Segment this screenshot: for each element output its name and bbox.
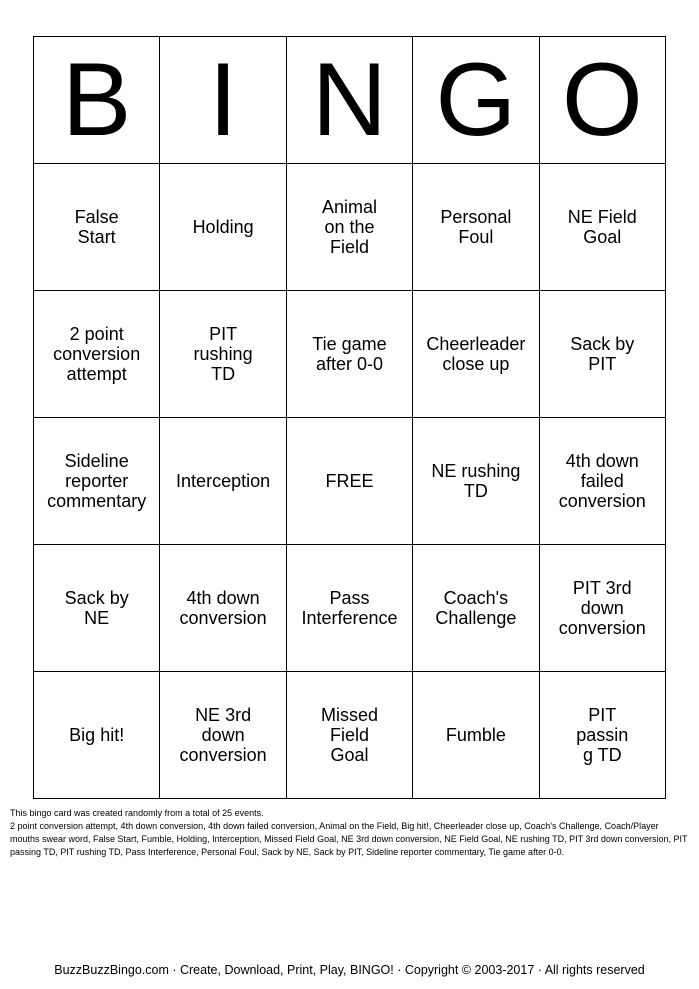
bingo-header-row: [34, 37, 666, 164]
bingo-cell: Personal Foul: [413, 164, 539, 291]
bingo-cell: Sack by PIT: [539, 291, 665, 418]
bingo-cell: NE 3rd down conversion: [160, 672, 286, 799]
bingo-row: [34, 672, 666, 799]
bingo-cell: False Start: [34, 164, 160, 291]
bingo-cell: Fumble: [413, 672, 539, 799]
bingo-cell: NE Field Goal: [539, 164, 665, 291]
header-letter-b: B: [34, 37, 160, 164]
card-info-note: [10, 807, 690, 859]
header-letter-o: O: [539, 37, 665, 164]
bingo-cell: PIT passing TD: [539, 672, 665, 799]
bingo-cell: Sack by NE: [34, 545, 160, 672]
bingo-card: [33, 36, 666, 799]
bingo-cell: NE rushing TD: [413, 418, 539, 545]
bingo-cell: Tie game after 0-0: [286, 291, 412, 418]
bingo-cell: Pass Interference: [286, 545, 412, 672]
event-list-text: 2 point conversion attempt, 4th down conversion, 4th down failed conversion, Animal on the Field, Big hit!, Cheerleader close up, Coach's Challenge, Coach/Player mouths swear word, False Start, Fumble, Holding, Interception, Missed Field Goal, NE 3rd down conversion, NE Field Goal, NE rushing TD, PIT 3rd down conversion, PIT passing TD, PIT rushing TD, Pass Interference, Personal Foul, Sack by NE, Sack by PIT, Sideline reporter commentary, Tie game after 0-0.: [10, 821, 688, 857]
header-letter-i: I: [160, 37, 286, 164]
card-summary-text: This bingo card was created randomly from a total of 25 events.: [10, 808, 264, 818]
bingo-cell: 4th down conversion: [160, 545, 286, 672]
bingo-cell: PIT 3rd down conversion: [539, 545, 665, 672]
bingo-cell: PIT rushing TD: [160, 291, 286, 418]
bingo-cell: 4th down failed conversion: [539, 418, 665, 545]
bingo-row: [34, 545, 666, 672]
bingo-cell: Coach's Challenge: [413, 545, 539, 672]
bingo-cell: Holding: [160, 164, 286, 291]
free-space: FREE: [286, 418, 412, 545]
bingo-cell: Missed Field Goal: [286, 672, 412, 799]
header-letter-g: G: [413, 37, 539, 164]
bingo-row: [34, 164, 666, 291]
bingo-cell: Animal on the Field: [286, 164, 412, 291]
header-letter-n: N: [286, 37, 412, 164]
footer-copyright: BuzzBuzzBingo.com · Create, Download, Print, Play, BINGO! · Copyright © 2003-2017 · All rights reserved: [54, 963, 645, 977]
bingo-row: [34, 418, 666, 545]
bingo-cell: Big hit!: [34, 672, 160, 799]
bingo-row: [34, 291, 666, 418]
bingo-cell: Cheerleader close up: [413, 291, 539, 418]
bingo-cell: Sideline reporter commentary: [34, 418, 160, 545]
bingo-cell: Interception: [160, 418, 286, 545]
bingo-cell: 2 point conversion attempt: [34, 291, 160, 418]
